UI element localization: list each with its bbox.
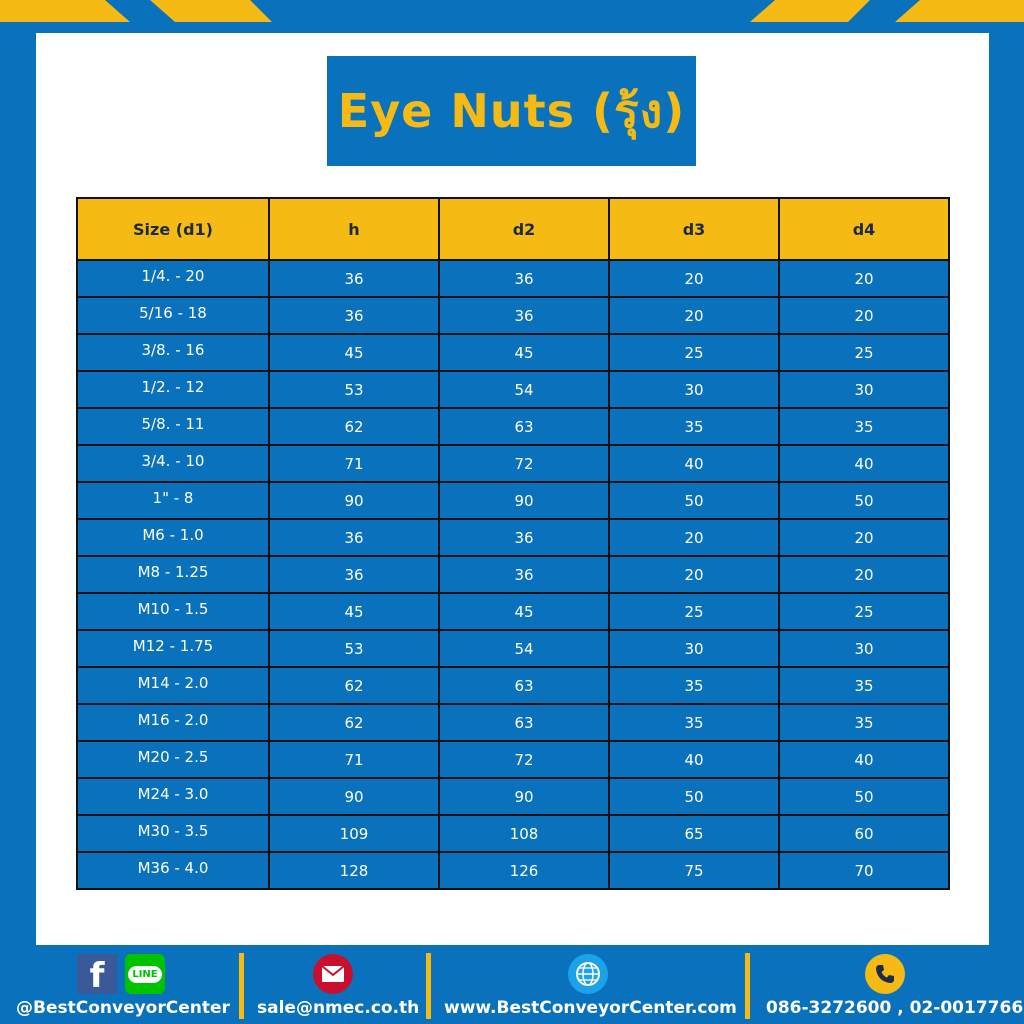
cell-d3: 35 [609,408,779,445]
cell-h: 45 [269,593,439,630]
cell-d4: 30 [779,371,949,408]
table-row [77,482,949,519]
table-row [77,667,949,704]
cell-d2: 90 [439,778,609,815]
cell-h: 36 [269,297,439,334]
table-row [77,297,949,334]
cell-h: 36 [269,260,439,297]
cell-d2: 45 [439,334,609,371]
cell-size: M8 - 1.25 [77,556,269,593]
cell-d2: 54 [439,630,609,667]
cell-d2: 36 [439,556,609,593]
cell-d4: 25 [779,334,949,371]
cell-size: 1/4. - 20 [77,260,269,297]
cell-h: 90 [269,482,439,519]
cell-size: M20 - 2.5 [77,741,269,778]
table-row [77,556,949,593]
cell-h: 62 [269,704,439,741]
cell-size: M10 - 1.5 [77,593,269,630]
cell-h: 71 [269,445,439,482]
cell-d2: 126 [439,852,609,889]
cell-d4: 40 [779,445,949,482]
cell-h: 36 [269,519,439,556]
cell-d3: 30 [609,630,779,667]
table-row [77,815,949,852]
cell-h: 53 [269,630,439,667]
table-body [77,260,949,889]
table-row [77,852,949,889]
cell-d3: 50 [609,778,779,815]
globe-icon-glyph [574,960,602,988]
footer-bar [0,945,1024,1024]
cell-d4: 20 [779,297,949,334]
cell-d4: 20 [779,260,949,297]
table-row [77,445,949,482]
cell-h: 109 [269,815,439,852]
cell-d4: 20 [779,556,949,593]
title-banner [327,56,696,166]
cell-h: 45 [269,334,439,371]
cell-d4: 25 [779,593,949,630]
cell-d3: 30 [609,371,779,408]
cell-h: 62 [269,408,439,445]
cell-d2: 36 [439,297,609,334]
cell-size: 5/16 - 18 [77,297,269,334]
table-row [77,630,949,667]
cell-size: 1" - 8 [77,482,269,519]
footer-divider [239,953,244,1019]
cell-d2: 72 [439,741,609,778]
cell-d4: 30 [779,630,949,667]
cell-d2: 108 [439,815,609,852]
cell-d4: 35 [779,667,949,704]
footer-divider [745,953,750,1019]
table-row [77,408,949,445]
footer-divider [426,953,431,1019]
cell-size: M24 - 3.0 [77,778,269,815]
cell-d3: 75 [609,852,779,889]
table-row [77,334,949,371]
cell-h: 53 [269,371,439,408]
cell-d3: 20 [609,556,779,593]
cell-size: 3/8. - 16 [77,334,269,371]
cell-d2: 36 [439,519,609,556]
cell-size: M12 - 1.75 [77,630,269,667]
table-header-row [77,198,949,260]
cell-h: 71 [269,741,439,778]
cell-d3: 35 [609,667,779,704]
top-decorative-stripes [0,0,1024,28]
cell-d3: 25 [609,593,779,630]
cell-size: 5/8. - 11 [77,408,269,445]
cell-d3: 20 [609,260,779,297]
cell-size: M36 - 4.0 [77,852,269,889]
mail-icon[interactable] [313,954,353,994]
table-row [77,741,949,778]
header-d4: d4 [779,198,949,260]
spec-table [76,197,950,890]
cell-h: 62 [269,667,439,704]
cell-d4: 20 [779,519,949,556]
cell-d4: 40 [779,741,949,778]
header-size: Size (d1) [77,198,269,260]
table-row [77,704,949,741]
table-row [77,593,949,630]
line-icon[interactable] [125,954,165,994]
header-d2: d2 [439,198,609,260]
social-handle[interactable]: @BestConveyorCenter [16,998,230,1018]
cell-d4: 35 [779,408,949,445]
cell-d2: 54 [439,371,609,408]
line-icon-label: LINE [128,966,161,983]
cell-d2: 63 [439,408,609,445]
cell-d2: 63 [439,704,609,741]
cell-h: 36 [269,556,439,593]
cell-d4: 50 [779,482,949,519]
cell-size: 1/2. - 12 [77,371,269,408]
cell-d3: 40 [609,741,779,778]
cell-d3: 65 [609,815,779,852]
table-row [77,519,949,556]
mail-icon-glyph [321,965,345,983]
table-row [77,260,949,297]
table-row [77,778,949,815]
email-address[interactable]: sale@nmec.co.th [257,998,420,1018]
cell-d4: 50 [779,778,949,815]
globe-icon[interactable] [568,954,608,994]
cell-h: 128 [269,852,439,889]
header-d3: d3 [609,198,779,260]
cell-size: M16 - 2.0 [77,704,269,741]
cell-d2: 72 [439,445,609,482]
facebook-icon[interactable]: f [77,954,117,994]
cell-d2: 63 [439,667,609,704]
cell-h: 90 [269,778,439,815]
cell-d3: 50 [609,482,779,519]
cell-d4: 35 [779,704,949,741]
cell-size: M6 - 1.0 [77,519,269,556]
cell-size: M30 - 3.5 [77,815,269,852]
cell-d3: 40 [609,445,779,482]
cell-d3: 20 [609,519,779,556]
cell-d3: 25 [609,334,779,371]
phone-numbers[interactable]: 086-3272600 , 02-0017766 [766,998,1024,1018]
phone-icon[interactable] [865,954,905,994]
cell-d3: 20 [609,297,779,334]
table-row [77,371,949,408]
header-h: h [269,198,439,260]
cell-size: 3/4. - 10 [77,445,269,482]
cell-d2: 45 [439,593,609,630]
cell-size: M14 - 2.0 [77,667,269,704]
website-url[interactable]: www.BestConveyorCenter.com [444,998,737,1018]
cell-d4: 70 [779,852,949,889]
cell-d2: 90 [439,482,609,519]
phone-icon-glyph [874,963,896,985]
cell-d4: 60 [779,815,949,852]
page-title: Eye Nuts (รุ้ง) [337,83,686,138]
cell-d3: 35 [609,704,779,741]
cell-d2: 36 [439,260,609,297]
